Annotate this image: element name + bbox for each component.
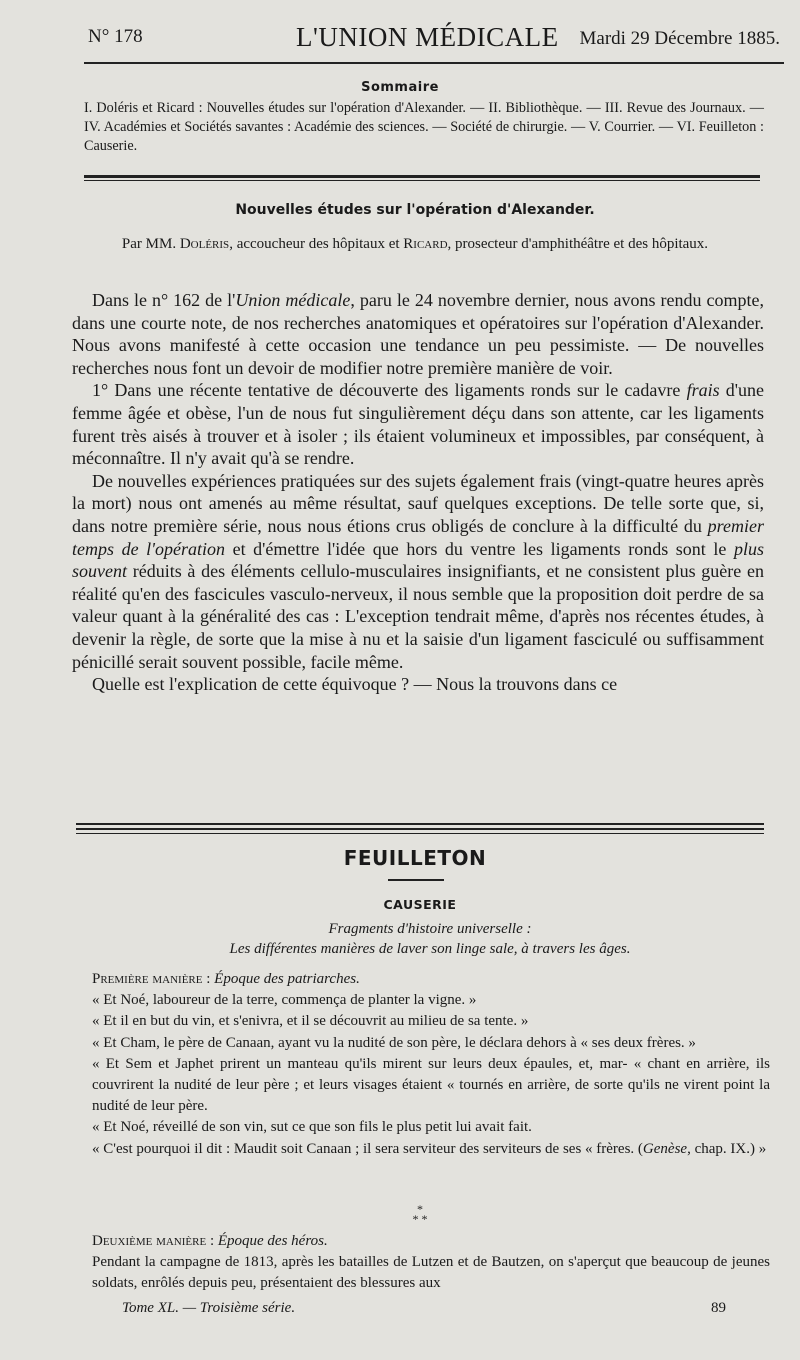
article-byline (90, 234, 740, 255)
byline-prefix: Par MM. (121, 236, 180, 252)
header-rule (84, 62, 784, 64)
section-separator: * * * (412, 1202, 428, 1226)
author-doleris: Doléris (179, 236, 230, 252)
p2-text-b: d'une femme âgée et obèse, l'un de nous fut singulièrement déçu dans son attente, car les ligaments furent très aisés à trouver et à isoler ; ils étaient volumineux et impossibles, par conséquent, à méconnaître. Il n'y avait qu'à se rendre. (72, 380, 765, 469)
issue-number: N° 178 (88, 26, 143, 47)
manner-2-title: Époque des héros. (217, 1233, 328, 1249)
p3-text-c: réduits à des éléments cellulo-musculaires insignifiants, et ne consistent plus guère en réalité qu'en des fascicules vasculo-nerveux, il nous semble que la proposition doit perdre de sa valeur quant à la généralité des cas : L'exception tendrait même, d'après nos récentes études, à devenir la règle, de sorte que la mise à nu et la saisie d'un ligament fasciculé ou suffisamment pénicillé serait souvent possible, facile même. (72, 561, 764, 672)
quote-6 (92, 1139, 770, 1160)
article-title: Nouvelles études sur l'opération d'Alexander. (235, 202, 595, 218)
subtitle-line-1: Fragments d'histoire universelle : (328, 921, 532, 937)
p3-text-b: et d'émettre l'idée que hors du ventre les ligaments ronds sont le (225, 538, 734, 559)
manner-1-sep: : (202, 971, 215, 987)
manner-1-label: Première manière (92, 971, 203, 987)
p2-text-a: 1° Dans une récente tentative de découverte des ligaments ronds sur le cadavre (92, 380, 687, 401)
feuilleton-rule-1 (76, 823, 764, 825)
manner-2-text: Pendant la campagne de 1813, après les batailles de Lutzen et de Bautzen, on s'aperçut que beaucoup de jeunes soldats, enrôlés depuis peu, présentaient des blessures aux (92, 1254, 770, 1292)
feuilleton-subtitle (80, 919, 780, 959)
page-number: 89 (711, 1300, 726, 1316)
sommaire-text: I. Doléris et Ricard : Nouvelles études sur l'opération d'Alexander. — II. Bibliothèque. — III. Revue des Journaux. — IV. Académies et Sociétés savantes : Académie des sciences. — Société de chirurgie. — V. Courrier. — VI. Feuilleton : Causerie. (84, 100, 764, 154)
quote-1: « Et Noé, laboureur de la terre, commença de planter la vigne. » (92, 992, 477, 1009)
causerie-heading: CAUSERIE (383, 897, 457, 912)
volume-info: Tome XL. — Troisième série. (122, 1300, 296, 1316)
issue-date: Mardi 29 Décembre 1885. (579, 28, 780, 49)
p1-text-b: , paru le 24 novembre dernier, nous avons rendu compte, dans une courte note, de nos recherches anatomiques et opératoires sur l'opération d'Alexander. Nous avons manifesté à cette occasion une tendance un peu pessimiste. — De nouvelles recherches nous font un devoir de modifier notre première manière de voir. (72, 290, 764, 378)
article-paragraph-2 (72, 379, 764, 469)
feuilleton-title-underline (388, 879, 444, 881)
feuilleton-title: FEUILLETON (343, 846, 487, 870)
quote-6-em: Genèse (642, 1140, 688, 1157)
sommaire-title: Sommaire (361, 80, 439, 95)
feuilleton-rule-3 (76, 833, 764, 834)
journal-title: L'UNION MÉDICALE (296, 22, 559, 52)
byline-suffix: , prosecteur d'amphithéâtre et des hôpitaux. (447, 236, 709, 252)
sommaire-rule (84, 175, 760, 178)
article-paragraph-1 (72, 289, 764, 379)
p3-emphasis-1: premier temps de l'opération (72, 515, 764, 559)
manner-1-title: Époque des patriarches. (214, 971, 360, 987)
quote-6-a: « C'est pourquoi il dit : Maudit soit Canaan ; il sera serviteur des serviteurs de ses « frères. ( (92, 1140, 643, 1157)
p3-emphasis-2: plus souvent (72, 538, 764, 582)
feuilleton-body (92, 969, 770, 1160)
author-ricard: Ricard (403, 236, 448, 252)
quote-2: « Et il en but du vin, et s'enivra, et il se découvrit au milieu de sa tente. » (92, 1013, 529, 1030)
quote-6-b: , chap. IX.) » (687, 1140, 767, 1157)
manner-2-heading (92, 1231, 770, 1252)
quote-5: « Et Noé, réveillé de son vin, sut ce que son fils le plus petit lui avait fait. (92, 1119, 532, 1136)
byline-middle: , accoucheur des hôpitaux et (229, 236, 404, 252)
p2-emphasis: frais (686, 380, 720, 401)
page-header (88, 22, 780, 58)
quote-4: « Et Sem et Japhet prirent un manteau qu'ils mirent sur leurs deux épaules, et, mar- « chant en arrière, ils couvrirent la nudité de leur père ; et leurs visages étaient « tournés en arrière, de sorte qu'ils ne virent point la nudité de leur père. (92, 1055, 770, 1115)
p3-text-a: De nouvelles expériences pratiquées sur des sujets également frais (vingt-quatre heures après la mort) nous ont amenés au même résultat, sauf quelques exceptions. De telle sorte que, si, dans notre première série, nous nous étions crus obligés de conclure à la difficulté du (72, 470, 764, 536)
subtitle-line-2: Les différentes manières de laver son linge sale, à travers les âges. (229, 941, 631, 957)
article-body (72, 289, 764, 696)
manner-1-heading (92, 969, 770, 990)
page-footer (122, 1300, 726, 1322)
sommaire-rule-thin (84, 180, 760, 181)
quote-3: « Et Cham, le père de Canaan, ayant vu la nudité de son père, le déclara dehors à « ses deux frères. » (92, 1034, 696, 1051)
feuilleton-body-2 (92, 1231, 770, 1295)
p1-text-a: Dans le n° 162 de l' (92, 290, 236, 310)
article-paragraph-4: Quelle est l'explication de cette équivoque ? — Nous la trouvons dans ce (92, 674, 618, 695)
manner-2-label: Deuxième manière (92, 1233, 207, 1249)
p1-emphasis: Union médicale (235, 290, 351, 310)
feuilleton-rule-2 (76, 828, 764, 830)
manner-2-sep: : (206, 1233, 218, 1249)
article-paragraph-3 (72, 470, 764, 673)
